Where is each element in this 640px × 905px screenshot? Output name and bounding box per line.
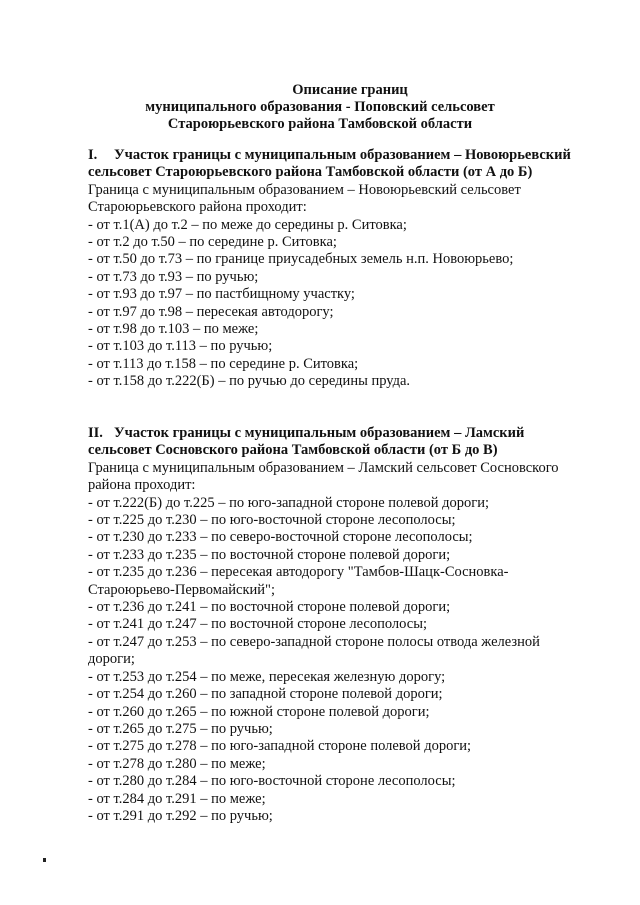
- section-1-heading-line-1: Участок границы с муниципальным образованием – Новоюрьевский: [114, 147, 571, 163]
- list-item: - от т.280 до т.284 – по юго-восточной стороне лесополосы;: [88, 773, 456, 790]
- section-2-heading: [88, 425, 608, 442]
- list-item: - от т.98 до т.103 – по меже;: [88, 321, 259, 338]
- section-2-intro-line-2: района проходит:: [88, 477, 196, 494]
- list-item: - от т.225 до т.230 – по юго-восточной стороне лесополосы;: [88, 512, 456, 529]
- list-item: - от т.260 до т.265 – по южной стороне полевой дороги;: [88, 703, 430, 720]
- list-item: - от т.2 до т.50 – по середине р. Ситовка;: [88, 234, 337, 251]
- scan-speck: [43, 858, 46, 862]
- title-line-2: муниципального образования - Поповский сельсовет: [145, 99, 495, 115]
- list-item: - от т.278 до т.280 – по меже;: [88, 755, 266, 772]
- section-1-intro-line-2: Староюрьевского района проходит:: [88, 199, 307, 216]
- section-1-heading: [88, 147, 608, 164]
- list-item: - от т.103 до т.113 – по ручью;: [88, 338, 273, 355]
- section-2-heading-line-1: Участок границы с муниципальным образованием – Ламский: [114, 425, 525, 441]
- title-line-3: Староюрьевского района Тамбовской области: [167, 116, 473, 132]
- section-1-items: [88, 217, 608, 391]
- section-1-heading-line-2: сельсовет Староюрьевского района Тамбовской области (от А до Б): [88, 164, 533, 181]
- list-item: - от т.253 до т.254 – по меже, пересекая железную дорогу;: [88, 668, 446, 685]
- list-item: дороги;: [88, 651, 135, 668]
- title-line-1: Описание границ: [292, 82, 408, 98]
- list-item: - от т.275 до т.278 – по юго-западной стороне полевой дороги;: [88, 738, 472, 755]
- list-item: - от т.236 до т.241 – по восточной стороне полевой дороги;: [88, 599, 451, 616]
- list-item: - от т.158 до т.222(Б) – по ручью до середины пруда.: [88, 373, 411, 390]
- list-item: - от т.1(А) до т.2 – по меже до середины р. Ситовка;: [88, 216, 407, 233]
- list-item: - от т.233 до т.235 – по восточной стороне полевой дороги;: [88, 546, 451, 563]
- list-item: - от т.284 до т.291 – по меже;: [88, 790, 266, 807]
- section-2-number: II.: [88, 425, 103, 441]
- list-item: - от т.93 до т.97 – по пастбищному участку;: [88, 286, 355, 303]
- list-item: Староюрьево-Первомайский";: [88, 581, 275, 598]
- list-item: - от т.291 до т.292 – по ручью;: [88, 807, 273, 824]
- list-item: - от т.235 до т.236 – пересекая автодорогу "Тамбов-Шацк-Сосновка-: [88, 564, 509, 581]
- section-1-number: I.: [88, 147, 98, 163]
- list-item: - от т.113 до т.158 – по середине р. Ситовка;: [88, 355, 359, 372]
- list-item: - от т.265 до т.275 – по ручью;: [88, 720, 273, 737]
- list-item: - от т.222(Б) до т.225 – по юго-западной стороне полевой дороги;: [88, 494, 490, 511]
- list-item: - от т.241 до т.247 – по восточной стороне лесополосы;: [88, 616, 427, 633]
- section-2: [88, 425, 608, 825]
- list-item: - от т.97 до т.98 – пересекая автодорогу;: [88, 303, 334, 320]
- list-item: - от т.254 до т.260 – по западной стороне полевой дороги;: [88, 686, 443, 703]
- section-2-intro-line-1: Граница с муниципальным образованием – Ламский сельсовет Сосновского: [88, 459, 559, 476]
- list-item: - от т.50 до т.73 – по границе приусадебных земель н.п. Новоюрьево;: [88, 251, 514, 268]
- section-1: [88, 147, 608, 391]
- section-1-intro-line-1: Граница с муниципальным образованием – Новоюрьевский сельсовет: [88, 181, 521, 198]
- list-item: - от т.247 до т.253 – по северо-западной стороне полосы отвода железной: [88, 633, 540, 650]
- list-item: - от т.73 до т.93 – по ручью;: [88, 268, 259, 285]
- list-item: - от т.230 до т.233 – по северо-восточной стороне лесополосы;: [88, 529, 473, 546]
- section-2-items: [88, 495, 608, 826]
- section-2-heading-line-2: сельсовет Сосновского района Тамбовской области (от Б до В): [88, 442, 498, 459]
- document-title: [0, 82, 640, 133]
